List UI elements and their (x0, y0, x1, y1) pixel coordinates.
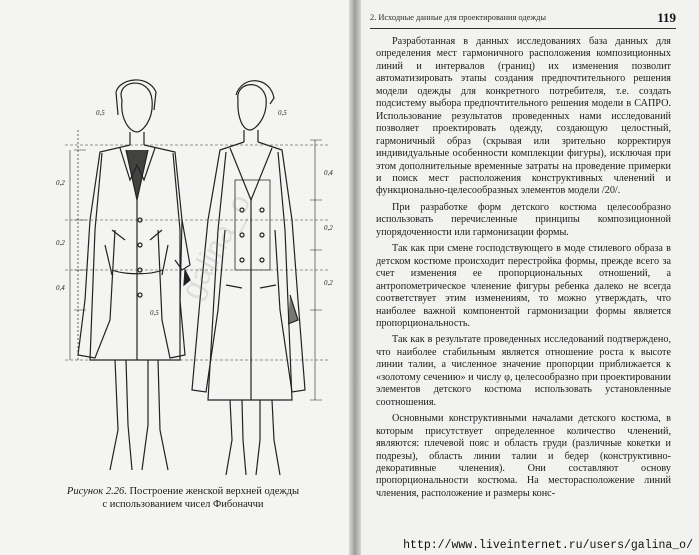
figure-label-5: 0,4 (56, 284, 65, 292)
figure-label-2: 0,5 (278, 109, 287, 117)
caption-label: Рисунок 2.26. (66, 486, 127, 497)
caption-text-1: Построение женской верхней одежды (129, 486, 300, 497)
left-figure (70, 80, 190, 470)
body-text (376, 36, 671, 504)
figure-label-8: 0,2 (324, 279, 333, 287)
figure-label-3: 0,2 (56, 179, 65, 187)
figure-label-6: 0,4 (324, 169, 333, 177)
paragraph-2: При разработке форм детского костюма целесообразно использовать перечисленные принципы композиционной упорядоченности или гармонизации формы. (376, 201, 671, 238)
paragraph-1: Разработанная в данных исследованиях база данных для определения мест гармоничного расположения композиционных линий и интервалов (границ) их изменения позволит автоматизировать этапы создания предпочтительного решения модели одежды для конкретного потребителя, т.е. создать подсистему выбора предпочтительного решения модели в САПРО. Использование результатов проведенных нами исследований позволяет проектировать одежду, создающую целостный, гармоничный образ (скрывая или зрительно корректируя индивидуальные особенности комплекции фигуры), исключая при этом дополнительные временные затраты на проведение примерки и поиск мест расположения конструктивных членений и функционально-целесообразных элементов модели /20/. (376, 36, 671, 197)
paragraph-4: Так как в результате проведенных исследований подтверждено, что наиболее стабильным является отношение роста к высоте линии талии, а численное значение пропорции приближается к «золотому сечению» и числу φ, целесообразно при проектировании элементов детского костюма использовать установленные соотношения. (376, 334, 671, 408)
source-url: http://www.liveinternet.ru/users/galina_o/ (403, 539, 693, 552)
figure-label-7: 0,2 (324, 224, 333, 232)
book-gutter (349, 0, 361, 555)
page-header (370, 8, 676, 29)
paragraph-5: Основными конструктивными началами детского костюма, в которым присутствует определенное количество членений, являются: плечевой пояс и область груди (различные кокетки и подрезы), область линии талии и бедер (конструктивно-декоративные членения). Они составляют основу пропорциональности костюма. На месторасположение линий членения, расположение и размеры конс- (376, 413, 671, 499)
figure-label-4: 0,2 (56, 239, 65, 247)
caption-line-2: с использованием чисел Фибоначчи (102, 499, 264, 510)
figure-label-9: 0,5 (150, 309, 159, 317)
caption-line-1 (18, 485, 348, 498)
figure-caption (18, 485, 348, 511)
figure-label-1: 0,5 (96, 109, 105, 117)
watermark-text: galina_o (175, 188, 258, 305)
chapter-title: 2. Исходные данные для проектирования одежды (370, 13, 547, 22)
page-number: 119 (657, 10, 676, 25)
paragraph-3: Так как при смене господствующего в моде стилевого образа в детском костюме происходит перестройка формы, прежде всего за счет изменения ее пропорциональных отношений, а антропометрическое членение фигуры ребенка далеко не всегда соответствует этим изменениям, то можно утверждать, что наиболее важной компонентой гармонизации формы является пропорциональность. (376, 243, 671, 329)
